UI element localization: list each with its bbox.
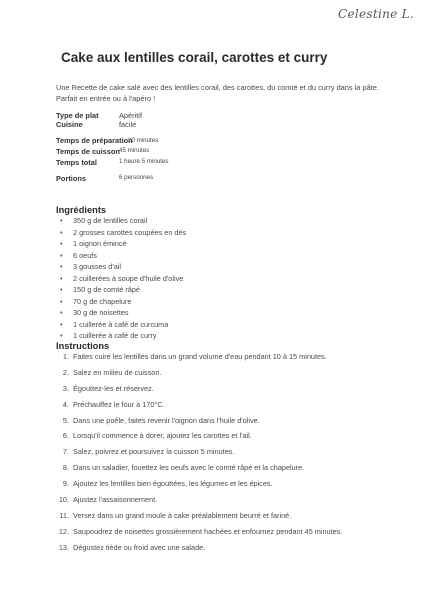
step-text: Ajoutez les lentilles bien égouttées, les légumes et les épices. [73, 479, 273, 489]
meta-label: Type de plat [56, 111, 99, 120]
list-item: • 3 gousses d'ail [57, 261, 186, 273]
meta-value: 45 minutes [119, 147, 150, 154]
step-number: 13. [58, 542, 69, 552]
step-number: 9. [62, 479, 69, 489]
recipe-intro: Une Recette de cake salé avec des lentilles corail, des carottes, du comté et du curry dans la pâte. Parfait en entrée ou à l'apéro ! [56, 83, 379, 103]
step-number: 1. [62, 352, 69, 361]
meta-label: Temps total [56, 158, 97, 167]
step-text: Faites cuire les lentilles dans un grand volume d'eau pendant 10 à 15 minutes. [73, 352, 327, 361]
step-number: 5. [62, 415, 69, 425]
step-text: Préchauffez le four à 170°C. [73, 399, 165, 409]
list-item: • 6 oeufs [57, 250, 186, 262]
meta-value: 1 heure 5 minutes [119, 158, 169, 165]
step-number: 3. [62, 383, 69, 393]
meta-value: Apéritif [119, 111, 143, 120]
meta-label: Cuisine [56, 120, 83, 129]
step-text: Salez, poivrez et poursuivez la cuisson 5 minutes. [73, 447, 235, 457]
meta-label: Temps de préparation [56, 136, 133, 145]
step-number: 10. [58, 495, 69, 505]
step-number: 2. [62, 367, 69, 377]
list-item: • 150 g de comté râpé [57, 284, 186, 296]
list-item: • 2 cuillerées à soupe d'huile d'olive [57, 273, 186, 285]
step-text: Dans un saladier, fouettez les oeufs avec le comté râpé et la chapelure. [73, 463, 305, 473]
step-text: Versez dans un grand moule à cake préalablement beurré et fariné. [73, 510, 292, 520]
meta-label: Portions [56, 174, 86, 183]
step-number: 4. [62, 399, 69, 409]
list-item: • 1 oignon émincé [57, 238, 186, 250]
recipe-title: Cake aux lentilles corail, carottes et curry [61, 50, 328, 65]
step-number: 6. [62, 431, 69, 441]
ingredients-list [57, 215, 186, 342]
step-text: Salez en milieu de cuisson. [73, 367, 162, 377]
step-text: Ajustez l'assaisonnement. [73, 495, 158, 505]
meta-value: facile [119, 120, 137, 129]
step-number: 11. [59, 510, 69, 520]
instructions-heading: Instructions [56, 341, 110, 351]
step-text: Dégustez tiède ou froid avec une salade. [73, 542, 206, 552]
handwritten-name: Celestine L. [338, 7, 415, 21]
list-item: • 1 cuillerée à café de curcuma [57, 319, 186, 331]
step-text: Égouttez-les et réservez. [73, 383, 154, 393]
step-number: 7. [62, 447, 69, 457]
step-number: 8. [62, 463, 69, 473]
meta-value: 6 personnes [119, 174, 154, 181]
list-item: • 350 g de lentilles corail [57, 215, 186, 227]
step-text: Lorsqu'il commence à dorer, ajoutez les carottes et l'ail. [73, 431, 252, 441]
meta-label: Temps de cuisson [56, 147, 120, 156]
ingredients-heading: Ingrédients [56, 205, 107, 215]
list-item: • 70 g de chapelure [57, 296, 186, 308]
list-item: • 1 cuillerée à café de curry [57, 330, 186, 342]
step-number: 12. [58, 526, 69, 536]
step-text: Saupoudrez de noisettes grossièrement hachées et enfournez pendant 45 minutes. [73, 526, 343, 536]
list-item: • 30 g de noisettes [57, 307, 186, 319]
step-text: Dans une poêle, faites revenir l'oignon dans l'huile d'olive. [73, 415, 260, 425]
meta-value: 20 minutes [128, 137, 159, 144]
list-item: • 2 grosses carottes coupées en dés [57, 227, 186, 239]
